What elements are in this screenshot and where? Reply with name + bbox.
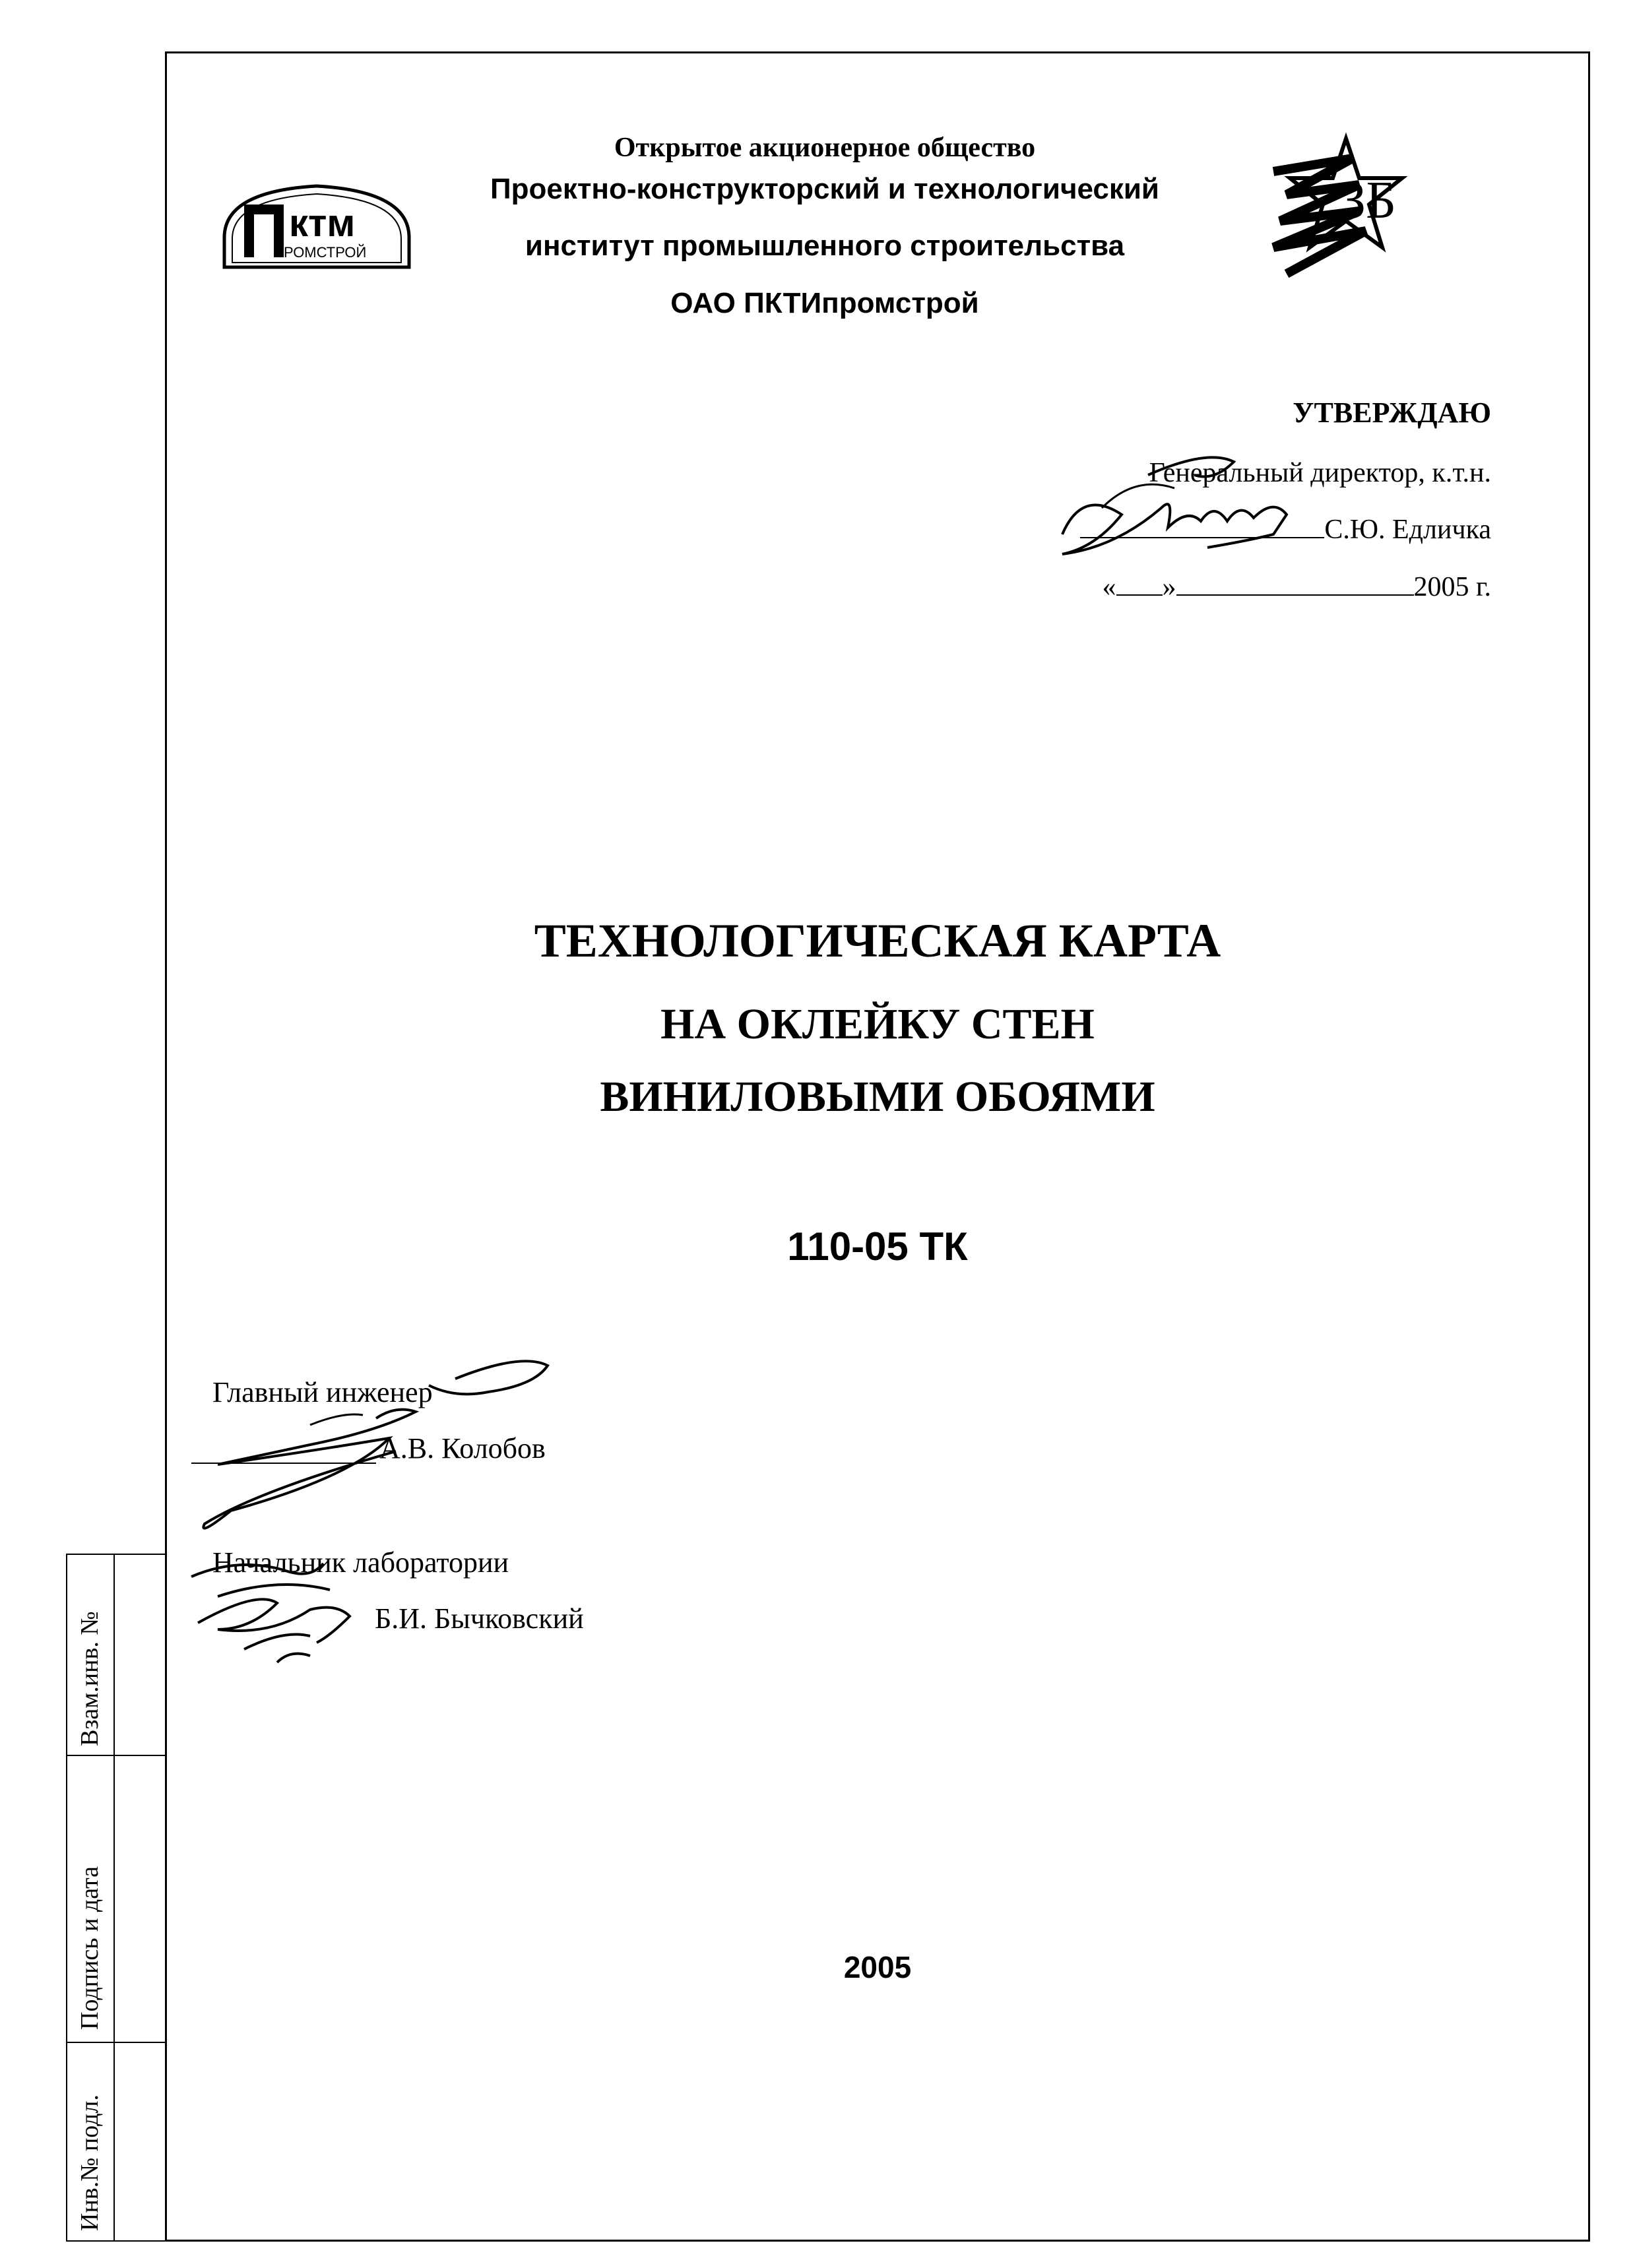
document-year: 2005 <box>843 1950 912 1984</box>
stamp-replace-inv-box <box>66 1554 165 1755</box>
document-title-line2: НА ОКЛЕЙКУ СТЕН <box>660 1000 1095 1048</box>
director-signature <box>1036 435 1353 587</box>
document-code: 110-05 ТК <box>787 1224 968 1269</box>
org-name-line1: Проектно-конструкторский и технологический <box>490 173 1159 205</box>
lab-head-name: Б.И. Бычковский <box>375 1602 584 1635</box>
logo-subtext: РОМСТРОЙ <box>284 244 367 261</box>
date-quote-open: « <box>1102 572 1116 602</box>
chief-engineer-role: Главный инженер <box>212 1376 433 1408</box>
chief-engineer-signature <box>178 1339 561 1544</box>
logo-right-letters: ЗБ <box>1339 172 1397 230</box>
zb-star-logo <box>1260 132 1432 284</box>
stamp-inv-original-box <box>66 2042 165 2242</box>
stamp-signature-date-box <box>66 1755 165 2042</box>
date-year: 2005 г. <box>1413 572 1491 602</box>
lab-head-signature <box>178 1550 396 1682</box>
date-quote-close: » <box>1162 572 1176 602</box>
org-name-line2: институт промышленного строительства <box>525 230 1125 262</box>
approval-title: УТВЕРЖДАЮ <box>1293 396 1491 429</box>
document-title-line3: ВИНИЛОВЫМИ ОБОЯМИ <box>600 1073 1155 1121</box>
director-name: С.Ю. Едличка <box>1324 515 1491 545</box>
director-position: Генеральный директор, к.т.н. <box>1149 458 1491 488</box>
stamp-replace-inv: Взам.инв. № <box>76 1611 104 1746</box>
chief-engineer-name: А.В. Колобов <box>379 1432 546 1465</box>
org-type: Открытое акционерное общество <box>614 133 1036 163</box>
logo-letters: ктм <box>289 202 356 245</box>
page-frame <box>165 51 1590 2242</box>
pktipromstroy-logo <box>218 178 416 277</box>
document-title-line1: ТЕХНОЛОГИЧЕСКАЯ КАРТА <box>534 914 1221 967</box>
stamp-signature-date: Подпись и дата <box>76 1866 104 2030</box>
org-abbrev: ОАО ПКТИпромстрой <box>670 287 979 319</box>
lab-head-role: Начальник лаборатории <box>212 1546 509 1579</box>
stamp-inv-original: Инв.№ подл. <box>76 2094 104 2231</box>
